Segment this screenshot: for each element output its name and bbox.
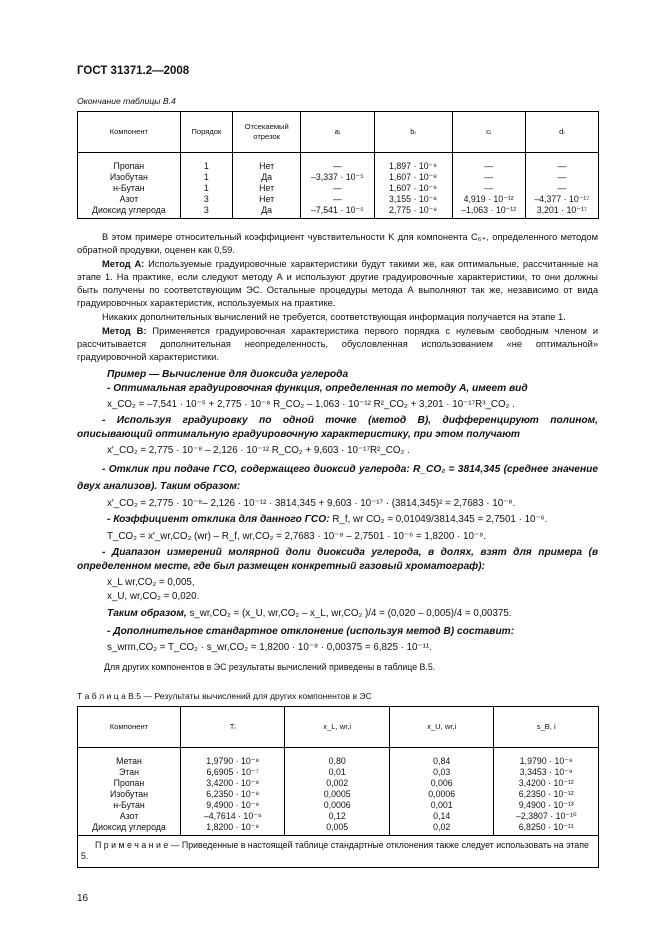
table-row (78, 800, 599, 811)
paragraph-method-a (77, 258, 598, 310)
example-step: - Дополнительное стандартное отклонение (используя метод В) составит: (107, 626, 515, 637)
table-cell: 0,0006 (285, 800, 390, 811)
table-cell: 1,8200 · 10⁻⁸ (180, 822, 285, 836)
table-cell: 9,4900 · 10⁻¹³ (494, 800, 599, 811)
formula: x′_CO₂ = 2,775 · 10⁻⁸ – 2,126 · 10⁻¹² R_CO₂ + 9,603 · 10⁻¹⁷R²_CO₂ . (107, 445, 410, 456)
paragraph: В этом примере относительный коэффициент чувствительности K для компонента C₆₊, определенного методом обратной продувки, оценен как 0,59. (77, 232, 598, 255)
table-cell: Диоксид углерода (78, 205, 181, 219)
table-cell: — (301, 153, 374, 173)
table-cell: — (301, 183, 374, 194)
col-header: aᵢ (301, 112, 374, 153)
table-cell: 1,9790 · 10⁻⁸ (494, 748, 599, 768)
table-row (78, 205, 599, 219)
table-cell: 0,84 (389, 748, 494, 768)
table-cell: 0,0006 (389, 789, 494, 800)
example-step: - Диапазон измерений молярной доли диоксида углерода, в долях, взят для примера (в определенном месте, где был размещен конкретный газовый хроматограф): (77, 547, 598, 572)
col-header: Отсекаемый отрезок (233, 112, 301, 153)
table-cell: 1,897 · 10⁻⁸ (374, 153, 452, 173)
table-row (78, 767, 599, 778)
table-b4 (77, 111, 599, 219)
table-cell: 0,02 (389, 822, 494, 836)
table-cell: — (525, 153, 598, 173)
table-row (78, 822, 599, 836)
table-cell: Изобутан (78, 789, 181, 800)
col-header: bᵢ (374, 112, 452, 153)
example-step: - Коэффициент отклика для данного ГСО: (107, 514, 330, 525)
paragraph-method-b (77, 325, 598, 364)
table-cell: –3,337 · 10⁻⁵ (301, 172, 374, 183)
table-cell: 6,2350 · 10⁻⁸ (180, 789, 285, 800)
table-cell: 0,006 (389, 778, 494, 789)
table-cell: Пропан (78, 153, 181, 173)
table-cell: –1,063 · 10⁻¹² (452, 205, 525, 219)
col-header: x_L, wr,i (285, 707, 390, 748)
table-row (78, 778, 599, 789)
col-header: dᵢ (525, 112, 598, 153)
col-header: Tᵢ (180, 707, 285, 748)
method-a-label: Метод А: (102, 259, 145, 269)
formula: x_CO₂ = –7,541 · 10⁻⁵ + 2,775 · 10⁻⁸ R_CO₂ – 1,063 · 10⁻¹² R²_CO₂ + 3,201 · 10⁻¹⁷R³_CO₂ . (107, 399, 515, 410)
table-cell: 0,0005 (285, 789, 390, 800)
table-row (78, 748, 599, 768)
method-b-text: Применяется градуировочная характеристика первого порядка с нулевым свободным членом и рассчитывается дополнительная неопределенность, обусловленная использованием «не оптимальной» градуировочной характеристики. (77, 326, 599, 362)
table-cell: 2,775 · 10⁻⁸ (374, 205, 452, 219)
method-a-text: Используемые градуировочные характеристики будут такими же, как оптимальные, рассчитанные на этапе 1. На практике, если следуют методу А и используют другие градуировочные характеристики, то они должны быть получены по соответствующим ЭС. Остальные процедуры метода А выполняют так же, независимо от вида градуировочных характеристик, используемых на практике. (77, 259, 598, 308)
page-number: 16 (77, 893, 89, 904)
table-row (78, 194, 599, 205)
example-step: - Используя градуировку по одной точке (метод В), дифференцируют полином, описывающий оптимальную градуировочную характеристику, при этом получают (77, 415, 598, 440)
example-step: - Отклик при подаче ГСО, содержащего диоксид углерода: R_CO₂ = 3814,345 (среднее значение двух анализов). Таким образом: (77, 464, 598, 492)
method-b-label: Метод В: (102, 326, 147, 336)
table-cell: 1 (180, 153, 232, 173)
table-cell: — (525, 172, 598, 183)
paragraph: Никаких дополнительных вычислений не требуется, соответствующая информация получается на этапе 1. (102, 312, 566, 322)
formula: R_f, wr CO₂ = 0,01049/3814,345 = 2,7501 · 10⁻⁶. (332, 514, 548, 525)
table-cell: — (301, 194, 374, 205)
table-cell: Нет (233, 153, 301, 173)
table-cell: 6,6905 · 10⁻⁷ (180, 767, 285, 778)
table-cell: Метан (78, 748, 181, 768)
table-cell: 0,80 (285, 748, 390, 768)
table-b5-caption: Т а б л и ц а В.5 — Результаты вычислений для других компонентов в ЭС (77, 691, 372, 701)
table-cell: 0,002 (285, 778, 390, 789)
table-cell: 0,01 (285, 767, 390, 778)
example-step-response (77, 513, 599, 527)
table-row (78, 172, 599, 183)
table-cell: 9,4900 · 10⁻⁹ (180, 800, 285, 811)
example-step: - Оптимальная градуировочная функция, определенная по методу А, имеет вид (107, 383, 528, 394)
table-note: П р и м е ч а н и е — Приведенные в настоящей таблице стандартные отклонения также следует использовать на этапе 5. (78, 836, 599, 868)
table-cell: Азот (78, 811, 181, 822)
table-cell: Диоксид углерода (78, 822, 181, 836)
table-cell: 0,001 (389, 800, 494, 811)
table-cell: 0,12 (285, 811, 390, 822)
formula: T_CO₂ = x′_wr,CO₂ (wr) – R_f, wr,CO₂ = 2,7683 · 10⁻⁸ – 2,7501 · 10⁻⁶ = 1,8200 · 10⁻⁸. (107, 531, 486, 542)
table-cell: — (452, 153, 525, 173)
table-cell: 0,14 (389, 811, 494, 822)
table-b4-caption: Окончание таблицы В.4 (77, 96, 176, 106)
col-header: s_B, i (494, 707, 599, 748)
table-cell: н-Бутан (78, 183, 181, 194)
table-cell: –7,541 · 10⁻⁵ (301, 205, 374, 219)
table-cell: 1 (180, 183, 232, 194)
table-cell: Нет (233, 194, 301, 205)
col-header: cᵢ (452, 112, 525, 153)
table-cell: Изобутан (78, 172, 181, 183)
table-cell: 6,2350 · 10⁻¹² (494, 789, 599, 800)
paragraph: Для других компонентов в ЭС результаты вычислений приведены в таблице В.5. (104, 662, 436, 672)
table-cell: 1,607 · 10⁻⁸ (374, 183, 452, 194)
table-cell: — (452, 183, 525, 194)
table-cell: 3 (180, 194, 232, 205)
table-cell: 3 (180, 205, 232, 219)
col-header: Компонент (78, 707, 181, 748)
table-row (78, 789, 599, 800)
table-cell: 1,607 · 10⁻⁸ (374, 172, 452, 183)
table-cell: 4,919 · 10⁻¹² (452, 194, 525, 205)
table-cell: Нет (233, 183, 301, 194)
table-cell: –2,3807 · 10⁻¹⁰ (494, 811, 599, 822)
example-conclusion (77, 607, 599, 621)
formula: x′_CO₂ = 2,775 · 10⁻⁸– 2,126 · 10⁻¹² · 3814,345 + 9,603 · 10⁻¹⁷ · (3814,345)² = 2,7683 · 10⁻⁸. (107, 498, 516, 509)
col-header: Компонент (78, 112, 181, 153)
table-cell: Азот (78, 194, 181, 205)
formula: s_wrm,CO₂ = T_CO₂ · s_wr,CO₂ = 1,8200 · 10⁻⁸ · 0,00375 = 6,825 · 10⁻¹¹. (107, 642, 432, 653)
example-title: Пример — Вычисление для диоксида углерода (107, 369, 349, 380)
table-cell: Да (233, 205, 301, 219)
table-cell: 1 (180, 172, 232, 183)
table-cell: — (525, 183, 598, 194)
table-cell: 3,4200 · 10⁻¹² (494, 778, 599, 789)
table-row (78, 183, 599, 194)
table-cell: н-Бутан (78, 800, 181, 811)
table-cell: 6,8250 · 10⁻¹¹ (494, 822, 599, 836)
table-b5 (77, 706, 599, 868)
table-cell: 1,9790 · 10⁻⁸ (180, 748, 285, 768)
table-row (78, 153, 599, 173)
table-cell: –4,377 · 10⁻¹⁷ (525, 194, 598, 205)
formula: s_wr,CO₂ = (x_U, wr,CO₂ – x_L, wr,CO₂ )/4 = (0,020 – 0,005)/4 = 0,00375. (189, 608, 512, 619)
col-header: Порядок (180, 112, 232, 153)
table-cell: 0,005 (285, 822, 390, 836)
table-row (78, 811, 599, 822)
table-cell: — (452, 172, 525, 183)
table-cell: 3,201 · 10⁻¹⁷ (525, 205, 598, 219)
table-cell: Пропан (78, 778, 181, 789)
table-cell: –4,7614 · 10⁻⁸ (180, 811, 285, 822)
table-cell: 0,03 (389, 767, 494, 778)
table-cell: 3,155 · 10⁻⁸ (374, 194, 452, 205)
formula: x_U, wr,CO₂ = 0,020. (107, 591, 200, 602)
example-step: Таким образом, (107, 608, 187, 619)
col-header: x_U, wr,i (389, 707, 494, 748)
table-cell: 3,3453 · 10⁻⁹ (494, 767, 599, 778)
table-cell: Да (233, 172, 301, 183)
formula: x_L wr,CO₂ = 0,005, (107, 577, 195, 588)
document-header: ГОСТ 31371.2—2008 (77, 65, 190, 77)
table-cell: 3,4200 · 10⁻⁹ (180, 778, 285, 789)
table-cell: Этан (78, 767, 181, 778)
